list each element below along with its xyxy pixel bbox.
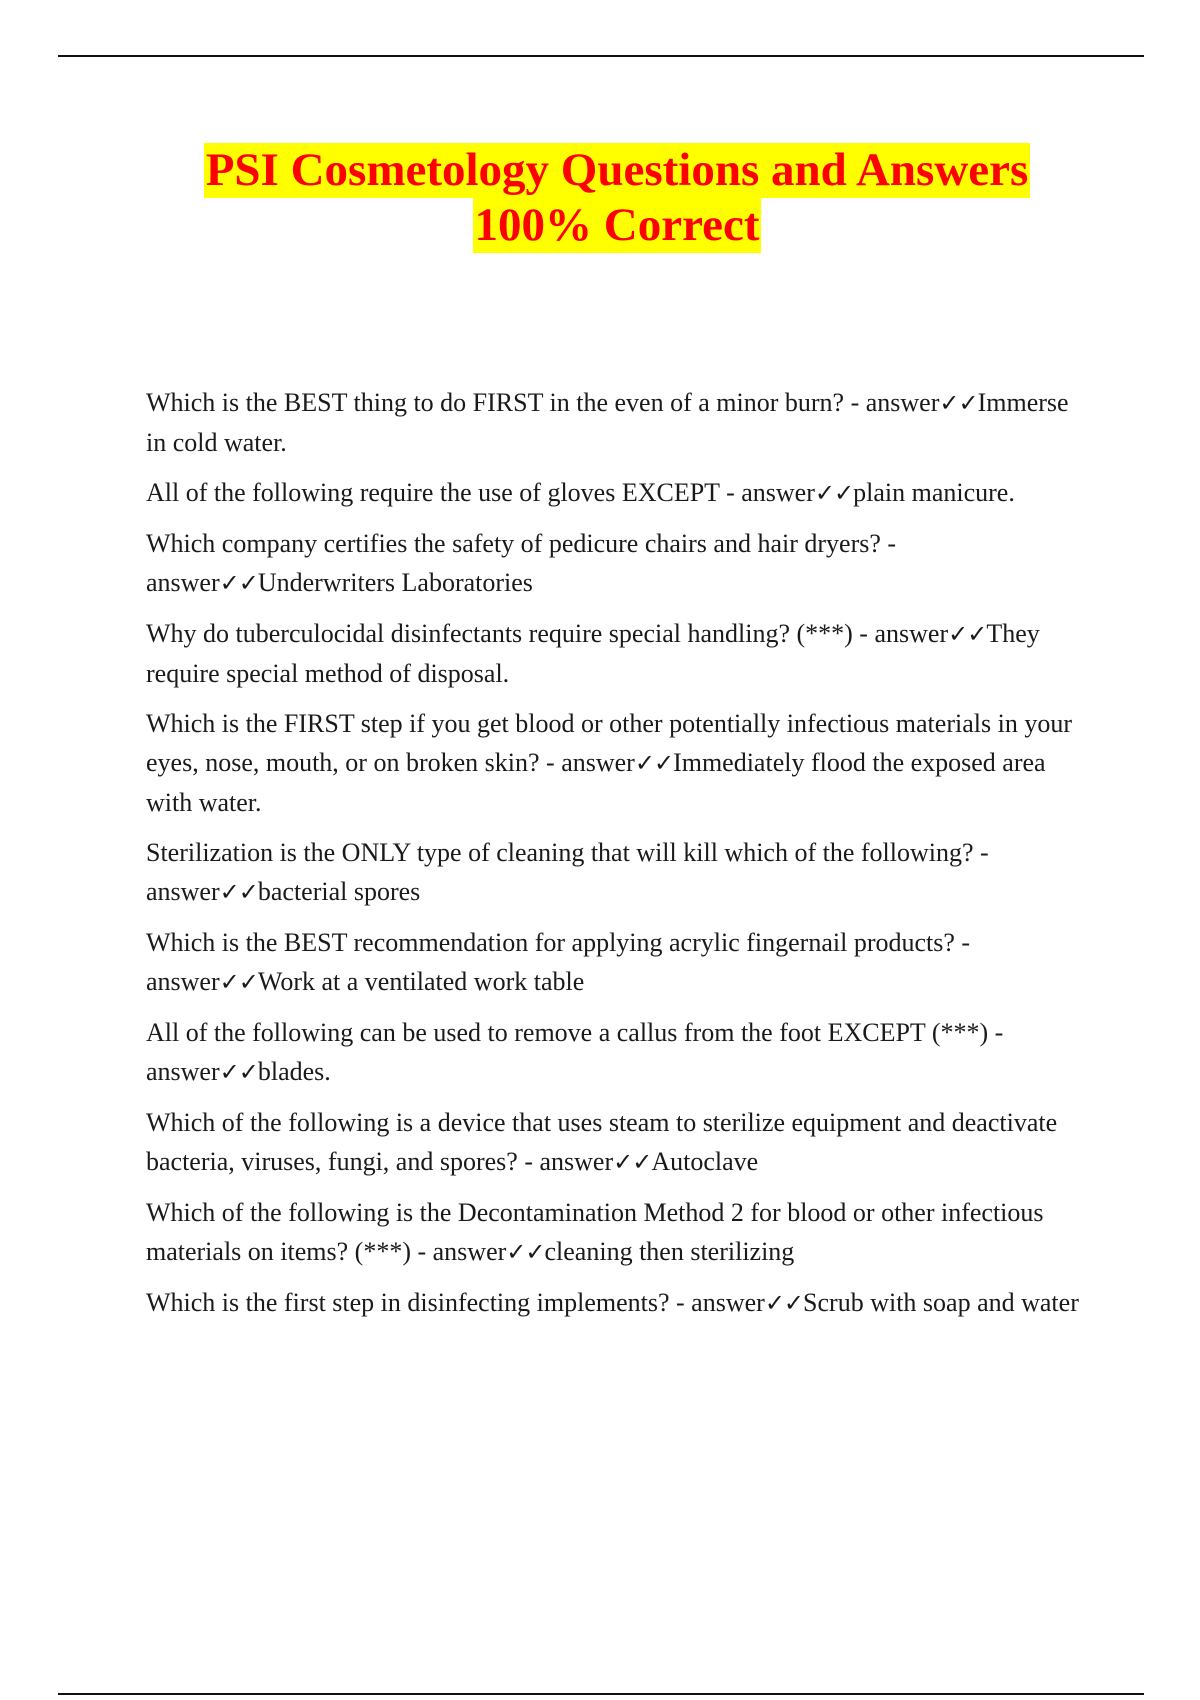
question-text: Sterilization is the ONLY type of cleaning that will kill which of the following? - (146, 838, 989, 867)
question-text: All of the following require the use of gloves EXCEPT - (146, 478, 742, 507)
double-check-icon: ✓✓ (613, 1148, 652, 1176)
question-text: Which of the following is a device that uses steam to sterilize equipment and deactivate bacteria, viruses, fungi, and spores? - (146, 1108, 1058, 1176)
answer-label: answer (691, 1288, 765, 1317)
answer-label: answer (539, 1147, 614, 1176)
qa-item-3 (146, 524, 1086, 603)
title-line-1: PSI Cosmetology Questions and Answers (205, 144, 1029, 196)
qa-item-4 (146, 614, 1086, 693)
question-text: Which is the BEST thing to do FIRST in the even of a minor burn? - (146, 388, 866, 417)
question-text: Which company certifies the safety of pedicure chairs and hair dryers? - (146, 529, 897, 558)
answer-text: bacterial spores (257, 877, 421, 906)
answer-label: answer (561, 748, 635, 777)
answer-text: Work at a ventilated work table (257, 967, 585, 996)
question-text: Why do tuberculocidal disinfectants require special handling? (***) - (146, 619, 875, 648)
qa-item-7 (146, 923, 1086, 1002)
answer-text: Underwriters Laboratories (257, 568, 533, 597)
question-text: Which of the following is the Decontamination Method 2 for blood or other infectious materials on items? (***) - (146, 1198, 1044, 1266)
answer-label: answer (146, 967, 220, 996)
top-rule (58, 55, 1144, 57)
answer-label: answer (741, 478, 815, 507)
qa-item-6 (146, 833, 1086, 912)
answer-label: answer (432, 1237, 507, 1266)
answer-label: answer (146, 1057, 220, 1086)
double-check-icon: ✓✓ (939, 389, 978, 417)
answer-label: answer (146, 877, 220, 906)
answer-text: blades. (257, 1057, 331, 1086)
qa-item-8 (146, 1013, 1086, 1092)
question-text: Which is the BEST recommendation for applying acrylic fingernail products? - (146, 928, 971, 957)
question-text: All of the following can be used to remove a callus from the foot EXCEPT (***) - (146, 1018, 1004, 1047)
qa-list (146, 383, 1086, 1334)
qa-item-9 (146, 1103, 1086, 1182)
double-check-icon: ✓✓ (948, 620, 987, 648)
qa-item-5 (146, 704, 1086, 822)
answer-text: Autoclave (651, 1147, 759, 1176)
question-text: Which is the FIRST step if you get blood or other potentially infectious materials in your eyes, nose, mouth, or on broken skin? - (146, 709, 1072, 777)
double-check-icon: ✓✓ (634, 749, 674, 777)
answer-label: answer (865, 388, 940, 417)
double-check-icon: ✓✓ (219, 1058, 258, 1086)
document-title (0, 143, 1200, 253)
double-check-icon: ✓✓ (219, 968, 258, 996)
answer-text: They require special method of disposal. (146, 619, 1040, 688)
qa-item-1 (146, 383, 1086, 462)
double-check-icon: ✓✓ (764, 1289, 804, 1317)
double-check-icon: ✓✓ (219, 878, 258, 906)
answer-label: answer (146, 568, 220, 597)
answer-text: Immerse in cold water. (146, 388, 1069, 457)
bottom-rule (58, 1693, 1144, 1695)
title-line-2: 100% Correct (474, 199, 760, 251)
qa-item-11 (146, 1283, 1086, 1323)
answer-text: cleaning then sterilizing (544, 1237, 795, 1266)
question-text: Which is the first step in disinfecting implements? - (146, 1288, 692, 1317)
qa-item-10 (146, 1193, 1086, 1272)
double-check-icon: ✓✓ (506, 1238, 545, 1266)
answer-text: Immediately flood the exposed area with water. (146, 748, 1046, 817)
qa-item-2 (146, 473, 1086, 513)
answer-text: plain manicure. (853, 478, 1015, 507)
answer-label: answer (874, 619, 949, 648)
double-check-icon: ✓✓ (814, 479, 854, 507)
double-check-icon: ✓✓ (219, 569, 258, 597)
answer-text: Scrub with soap and water (803, 1288, 1079, 1317)
